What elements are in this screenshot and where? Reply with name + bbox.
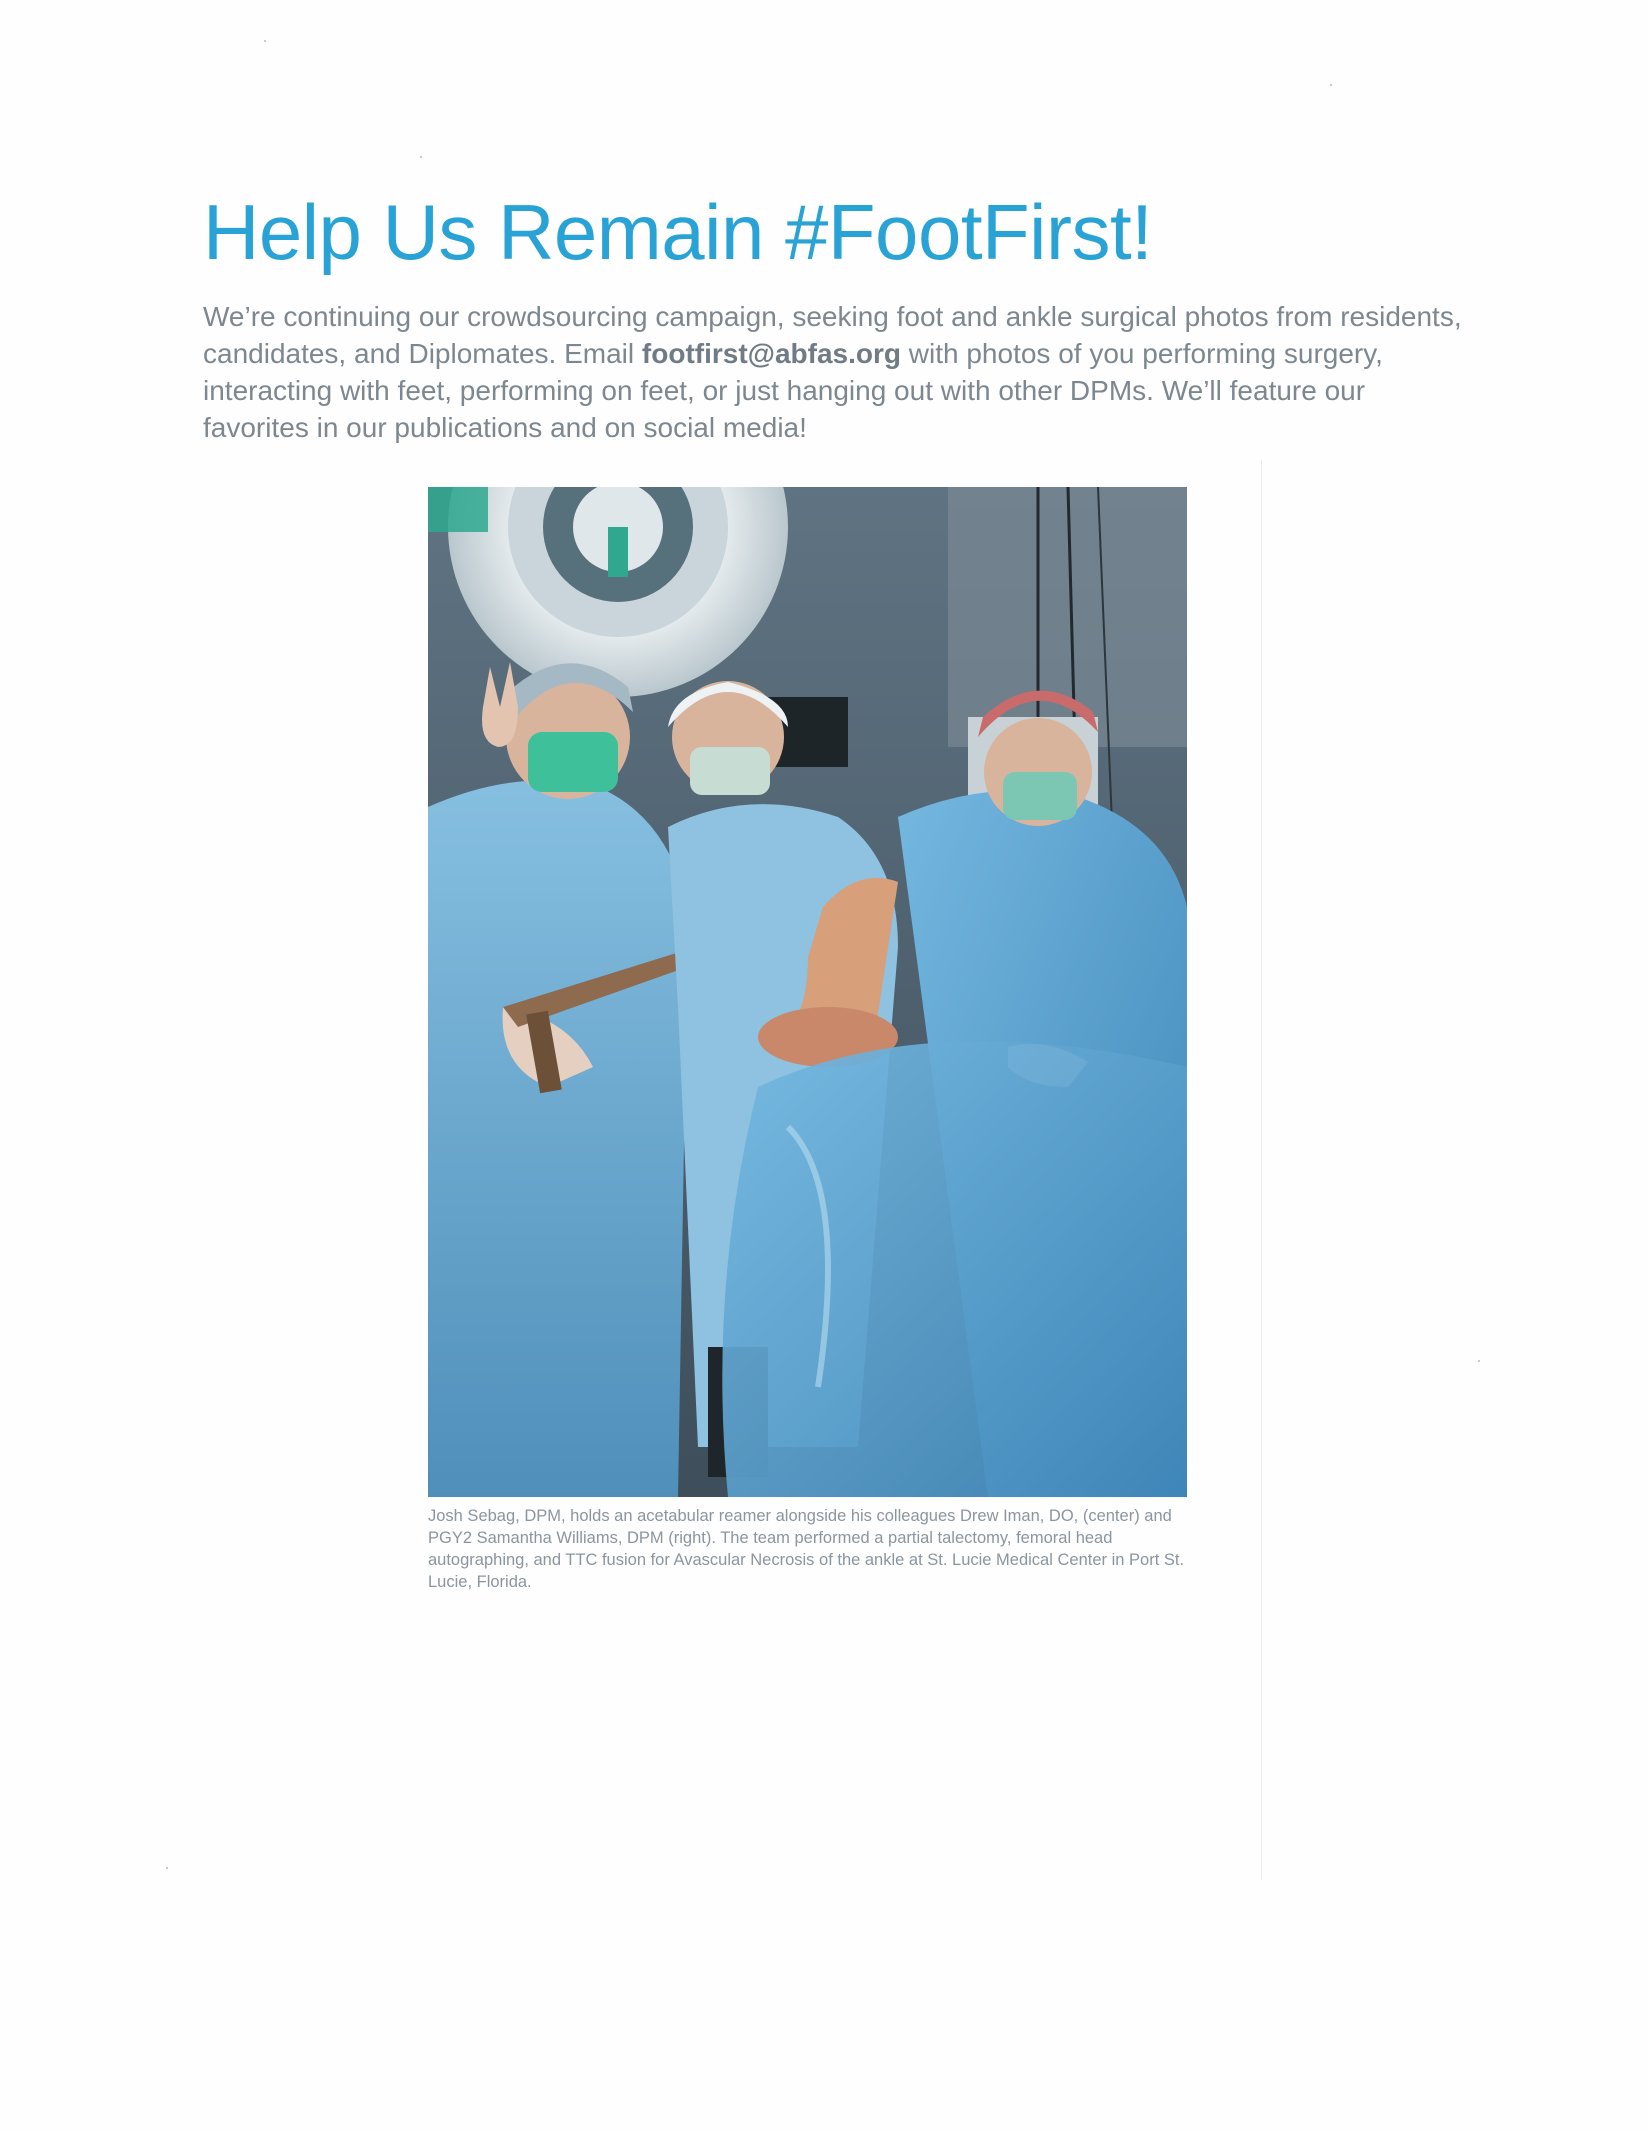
intro-text-end: with photos of you performing surgery, interacting with feet, performing on feet, or just hanging out with other DPMs. We’ll feature our favorites in our publications and on social media! — [203, 338, 1383, 443]
intro-paragraph — [203, 298, 1463, 446]
email-address: footfirst@abfas.org — [641, 338, 901, 369]
scan-speck — [264, 40, 266, 42]
operating-room-illustration — [428, 487, 1187, 1497]
page-title: Help Us Remain #FootFirst! — [203, 188, 1153, 276]
scan-speck — [166, 1867, 168, 1869]
surgical-drape — [722, 1041, 1187, 1497]
room-wall-panel — [948, 487, 1187, 747]
surgery-photo — [428, 487, 1187, 1497]
photo-caption: Josh Sebag, DPM, holds an acetabular reamer alongside his colleagues Drew Iman, DO, (center) and PGY2 Samantha Williams, DPM (right). The team performed a partial talectomy, femoral head autographing, and TTC fusion for Avascular Necrosis of the ankle at St. Lucie Medical Center in Port St. Lucie, Florida. — [428, 1507, 1185, 1591]
scan-speck — [1330, 84, 1332, 86]
scan-speck — [1478, 1360, 1480, 1362]
scan-fold-line — [1261, 460, 1262, 1880]
scan-speck — [420, 156, 422, 158]
intro-text-start: We’re continuing our crowdsourcing campaign, seeking foot and ankle surgical photos from residents, candidates, and Diplomates. Email — [203, 301, 1462, 369]
